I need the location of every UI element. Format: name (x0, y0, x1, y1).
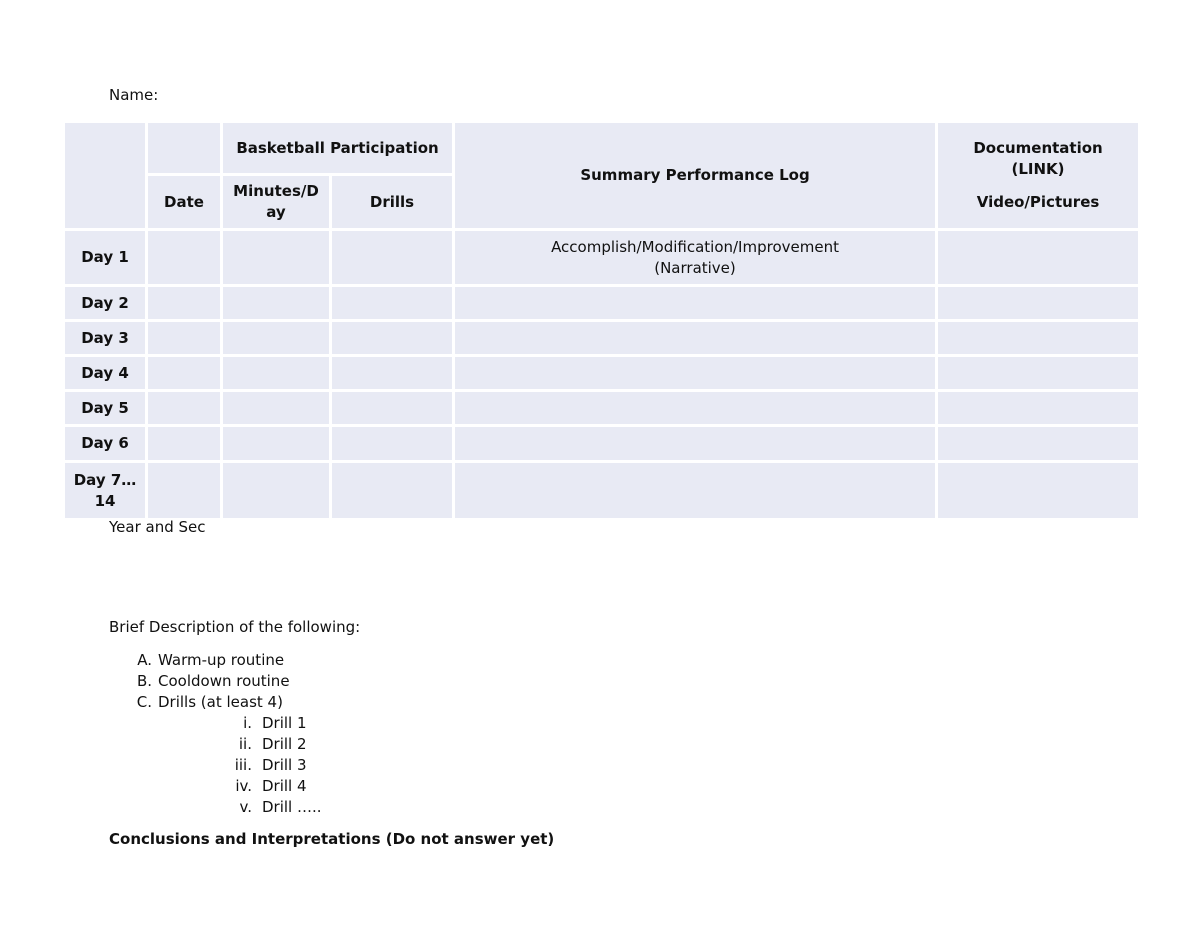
documentation-cell[interactable] (937, 321, 1140, 356)
minutes-cell[interactable] (222, 230, 331, 286)
participation-header: Basketball Participation (222, 122, 454, 175)
drills-cell[interactable] (331, 462, 454, 520)
minutes-cell[interactable] (222, 356, 331, 391)
conclusions-heading: Conclusions and Interpretations (Do not answer yet) (109, 830, 555, 848)
summary-cell[interactable] (454, 286, 937, 321)
list-marker: iii. (234, 756, 252, 774)
documentation-cell[interactable] (937, 356, 1140, 391)
table-row (64, 321, 1140, 356)
summary-cell[interactable] (454, 391, 937, 426)
list-marker: A. (137, 651, 152, 669)
drills-cell[interactable] (331, 321, 454, 356)
day-label: Day 3 (64, 321, 147, 356)
drills-cell[interactable] (331, 286, 454, 321)
list-text: Drill ….. (262, 798, 322, 816)
video-pictures-label: Video/Pictures (976, 193, 1100, 211)
list-item (232, 713, 322, 734)
day-label: Day 1 (64, 230, 147, 286)
list-item (232, 797, 322, 818)
day-label: Day 7… 14 (64, 462, 147, 520)
date-cell[interactable] (147, 321, 222, 356)
list-marker: B. (136, 672, 152, 690)
drills-cell[interactable] (331, 230, 454, 286)
summary-header: Summary Performance Log (454, 122, 937, 230)
date-cell[interactable] (147, 426, 222, 462)
documentation-label: Documentation (LINK) (973, 139, 1103, 178)
list-text: Drill 4 (262, 777, 307, 795)
date-cell[interactable] (147, 356, 222, 391)
list-item (232, 755, 322, 776)
drill-list (232, 713, 322, 818)
list-item (130, 692, 290, 713)
drills-header: Drills (331, 175, 454, 230)
list-marker: i. (243, 714, 252, 732)
table-row (64, 462, 1140, 520)
list-marker: ii. (238, 735, 252, 753)
drills-cell[interactable] (331, 391, 454, 426)
list-text: Cooldown routine (158, 672, 290, 690)
list-item (130, 650, 290, 671)
summary-cell[interactable]: Accomplish/Modification/Improvement (Narrative) (454, 230, 937, 286)
date-cell[interactable] (147, 391, 222, 426)
drills-cell[interactable] (331, 426, 454, 462)
date-cell[interactable] (147, 286, 222, 321)
day-label: Day 6 (64, 426, 147, 462)
list-text: Drills (at least 4) (158, 693, 283, 711)
list-text: Drill 2 (262, 735, 307, 753)
day-label: Day 5 (64, 391, 147, 426)
date-header: Date (147, 175, 222, 230)
table-row (64, 356, 1140, 391)
summary-cell[interactable] (454, 321, 937, 356)
table-row (64, 426, 1140, 462)
list-item (130, 671, 290, 692)
list-item (232, 776, 322, 797)
list-text: Drill 3 (262, 756, 307, 774)
documentation-cell[interactable] (937, 391, 1140, 426)
table-row (64, 286, 1140, 321)
documentation-header (937, 122, 1140, 230)
summary-cell[interactable] (454, 462, 937, 520)
date-cell[interactable] (147, 462, 222, 520)
day-label: Day 4 (64, 356, 147, 391)
list-text: Warm-up routine (158, 651, 285, 669)
name-label: Name: (109, 86, 159, 104)
list-marker: C. (136, 693, 152, 711)
routine-list (130, 650, 290, 713)
list-item (232, 734, 322, 755)
documentation-cell[interactable] (937, 230, 1140, 286)
year-and-section-label: Year and Sec (109, 518, 206, 536)
brief-description-heading: Brief Description of the following: (109, 618, 361, 636)
date-cell[interactable] (147, 230, 222, 286)
corner-cell (64, 122, 147, 230)
table-row (64, 391, 1140, 426)
minutes-cell[interactable] (222, 286, 331, 321)
performance-log-table (62, 120, 1141, 521)
minutes-cell[interactable] (222, 391, 331, 426)
summary-cell[interactable] (454, 356, 937, 391)
documentation-cell[interactable] (937, 462, 1140, 520)
documentation-cell[interactable] (937, 426, 1140, 462)
table-row (64, 230, 1140, 286)
list-marker: iv. (235, 777, 252, 795)
documentation-cell[interactable] (937, 286, 1140, 321)
list-text: Drill 1 (262, 714, 307, 732)
day-label: Day 2 (64, 286, 147, 321)
minutes-header: Minutes/D ay (222, 175, 331, 230)
summary-cell[interactable] (454, 426, 937, 462)
drills-cell[interactable] (331, 356, 454, 391)
minutes-cell[interactable] (222, 321, 331, 356)
minutes-cell[interactable] (222, 426, 331, 462)
minutes-cell[interactable] (222, 462, 331, 520)
list-marker: v. (239, 798, 252, 816)
date-header-top (147, 122, 222, 175)
